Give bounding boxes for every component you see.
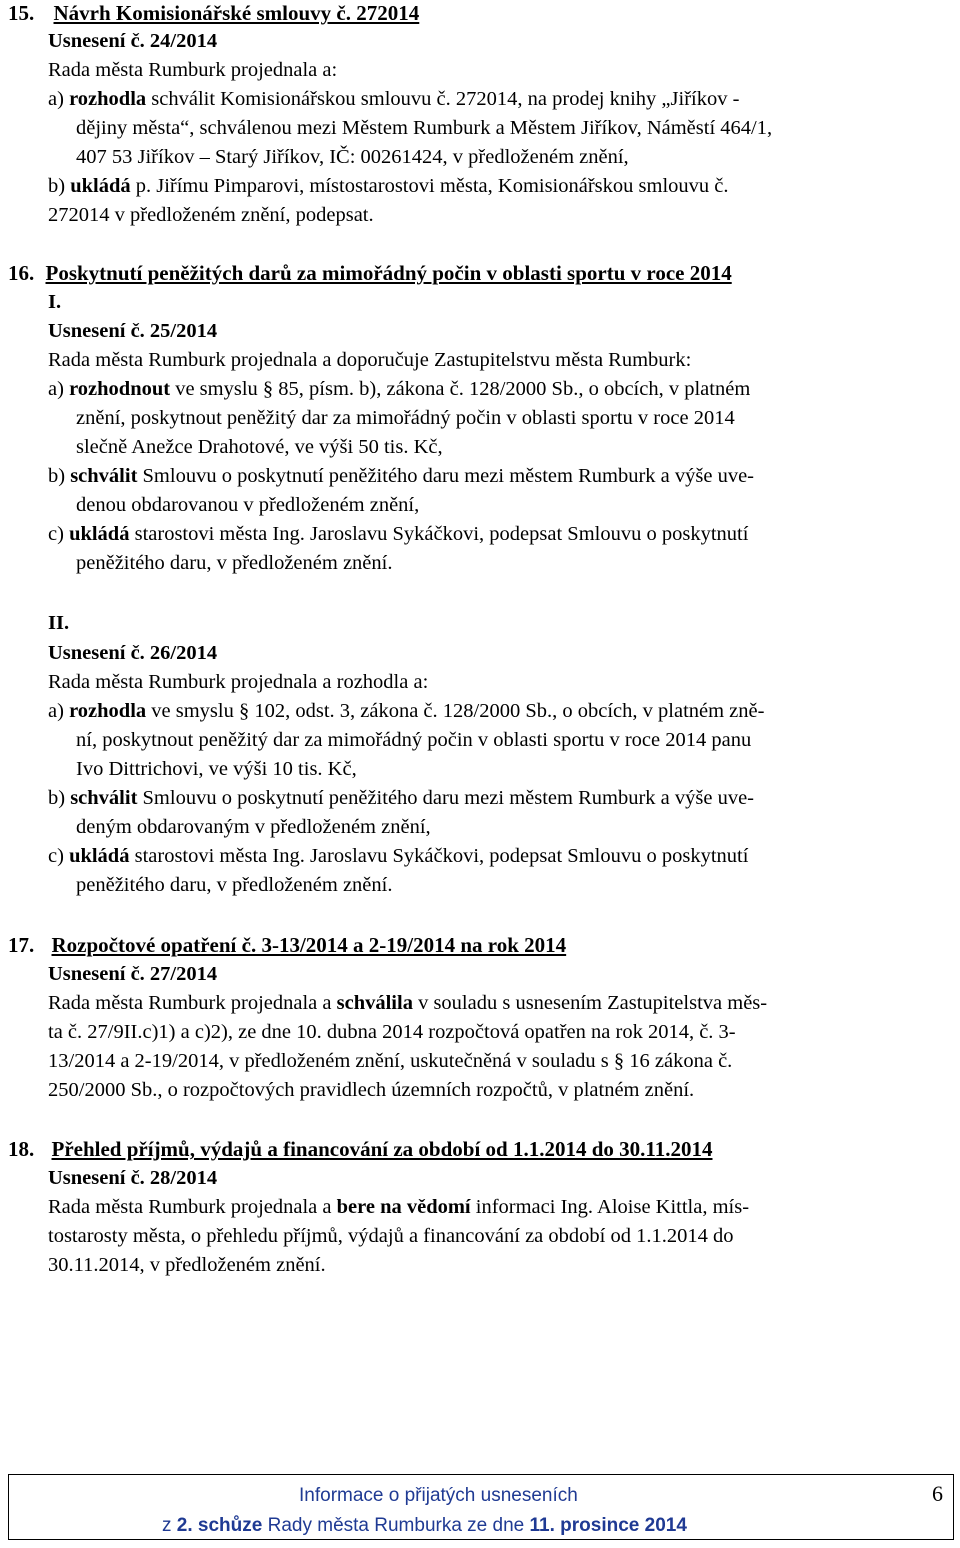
paragraph-line: 250/2000 Sb., o rozpočtových pravidlech územních rozpočtů, v platném znění.: [48, 1079, 695, 1101]
section-18-heading: [8, 1136, 713, 1163]
section-title: Návrh Komisionářské smlouvy č. 272014: [53, 1, 420, 25]
item-a-cont: dějiny města“, schválenou mezi Městem Rumburk a Městem Jiříkov, Náměstí 464/1,: [76, 117, 773, 139]
page-number: 6: [932, 1481, 943, 1506]
item-c-cont: peněžitého daru, v předloženém znění.: [76, 874, 393, 896]
resolution-25: Usnesení č. 25/2014: [48, 320, 218, 342]
intro-text: Rada města Rumburk projednala a rozhodla a:: [48, 671, 429, 693]
part-roman-2: II.: [48, 612, 70, 634]
item-b-cont: deným obdarovaným v předloženém znění,: [76, 816, 431, 838]
item-b: b) schválit Smlouvu o poskytnutí peněžitého daru mezi městem Rumburk a výše uve-: [48, 787, 754, 809]
item-a-cont: 407 53 Jiříkov – Starý Jiříkov, IČ: 00261424, v předloženém znění,: [76, 146, 629, 168]
footer-subtitle: z 2. schůze Rady města Rumburka ze dne 11. prosince 2014: [162, 1515, 687, 1536]
section-number: 16.: [8, 261, 35, 285]
item-b: b) ukládá p. Jiřímu Pimparovi, místostarostovi města, Komisionářskou smlouvu č.: [48, 175, 729, 197]
paragraph-line: 13/2014 a 2-19/2014, v předloženém znění, uskutečněná v souladu s § 16 zákona č.: [48, 1050, 733, 1072]
item-a-cont: Ivo Dittrichovi, ve výši 10 tis. Kč,: [76, 758, 357, 780]
resolution-28: Usnesení č. 28/2014: [48, 1167, 218, 1189]
intro-text: Rada města Rumburk projednala a doporučuje Zastupitelstvu města Rumburk:: [48, 349, 692, 371]
section-number: 17.: [8, 933, 35, 957]
section-number: 18.: [8, 1137, 35, 1161]
section-15-heading: [8, 0, 419, 27]
resolution-27: Usnesení č. 27/2014: [48, 963, 218, 985]
paragraph-line: 30.11.2014, v předloženém znění.: [48, 1254, 326, 1276]
paragraph-line: tostarosty města, o přehledu příjmů, výdajů a financování za období od 1.1.2014 do: [48, 1225, 734, 1247]
section-title: Přehled příjmů, výdajů a financování za období od 1.1.2014 do 30.11.2014: [51, 1137, 713, 1161]
item-c: c) ukládá starostovi města Ing. Jaroslavu Sykáčkovi, podepsat Smlouvu o poskytnutí: [48, 523, 749, 545]
item-b: b) schválit Smlouvu o poskytnutí peněžitého daru mezi městem Rumburk a výše uve-: [48, 465, 754, 487]
item-a: a) rozhodnout ve smyslu § 85, písm. b), zákona č. 128/2000 Sb., o obcích, v platném: [48, 378, 751, 400]
item-c: c) ukládá starostovi města Ing. Jaroslavu Sykáčkovi, podepsat Smlouvu o poskytnutí: [48, 845, 749, 867]
section-16-heading: [8, 260, 732, 287]
item-a: a) rozhodla ve smyslu § 102, odst. 3, zákona č. 128/2000 Sb., o obcích, v platném zně-: [48, 700, 765, 722]
item-c-cont: peněžitého daru, v předloženém znění.: [76, 552, 393, 574]
resolution-26: Usnesení č. 26/2014: [48, 642, 218, 664]
item-b-cont: 272014 v předloženém znění, podepsat.: [48, 204, 374, 226]
section-number: 15.: [8, 1, 35, 25]
item-a: a) rozhodla schválit Komisionářskou smlouvu č. 272014, na prodej knihy „Jiříkov -: [48, 88, 740, 110]
paragraph-line: ta č. 27/9II.c)1) a c)2), ze dne 10. dubna 2014 rozpočtová opatřen na rok 2014, č. 3-: [48, 1021, 736, 1043]
paragraph-line: Rada města Rumburk projednala a schválila v souladu s usnesením Zastupitelstva měs-: [48, 992, 768, 1014]
page-footer: [8, 1474, 954, 1540]
section-title: Poskytnutí peněžitých darů za mimořádný počin v oblasti sportu v roce 2014: [45, 261, 732, 285]
item-b-cont: denou obdarovanou v předloženém znění,: [76, 494, 420, 516]
item-a-cont: znění, poskytnout peněžitý dar za mimořádný počin v oblasti sportu v roce 2014: [76, 407, 735, 429]
paragraph-line: Rada města Rumburk projednala a bere na vědomí informaci Ing. Aloise Kittla, mís-: [48, 1196, 750, 1218]
item-a-cont: ní, poskytnout peněžitý dar za mimořádný počin v oblasti sportu v roce 2014 panu: [76, 729, 752, 751]
intro-text: Rada města Rumburk projednala a:: [48, 59, 338, 81]
resolution-24: Usnesení č. 24/2014: [48, 30, 218, 52]
footer-title: Informace o přijatých usneseních: [299, 1485, 578, 1506]
part-roman-1: I.: [48, 291, 62, 313]
section-title: Rozpočtové opatření č. 3-13/2014 a 2-19/2014 na rok 2014: [51, 933, 567, 957]
section-17-heading: [8, 932, 566, 959]
item-a-cont: slečně Anežce Drahotové, ve výši 50 tis. Kč,: [76, 436, 443, 458]
